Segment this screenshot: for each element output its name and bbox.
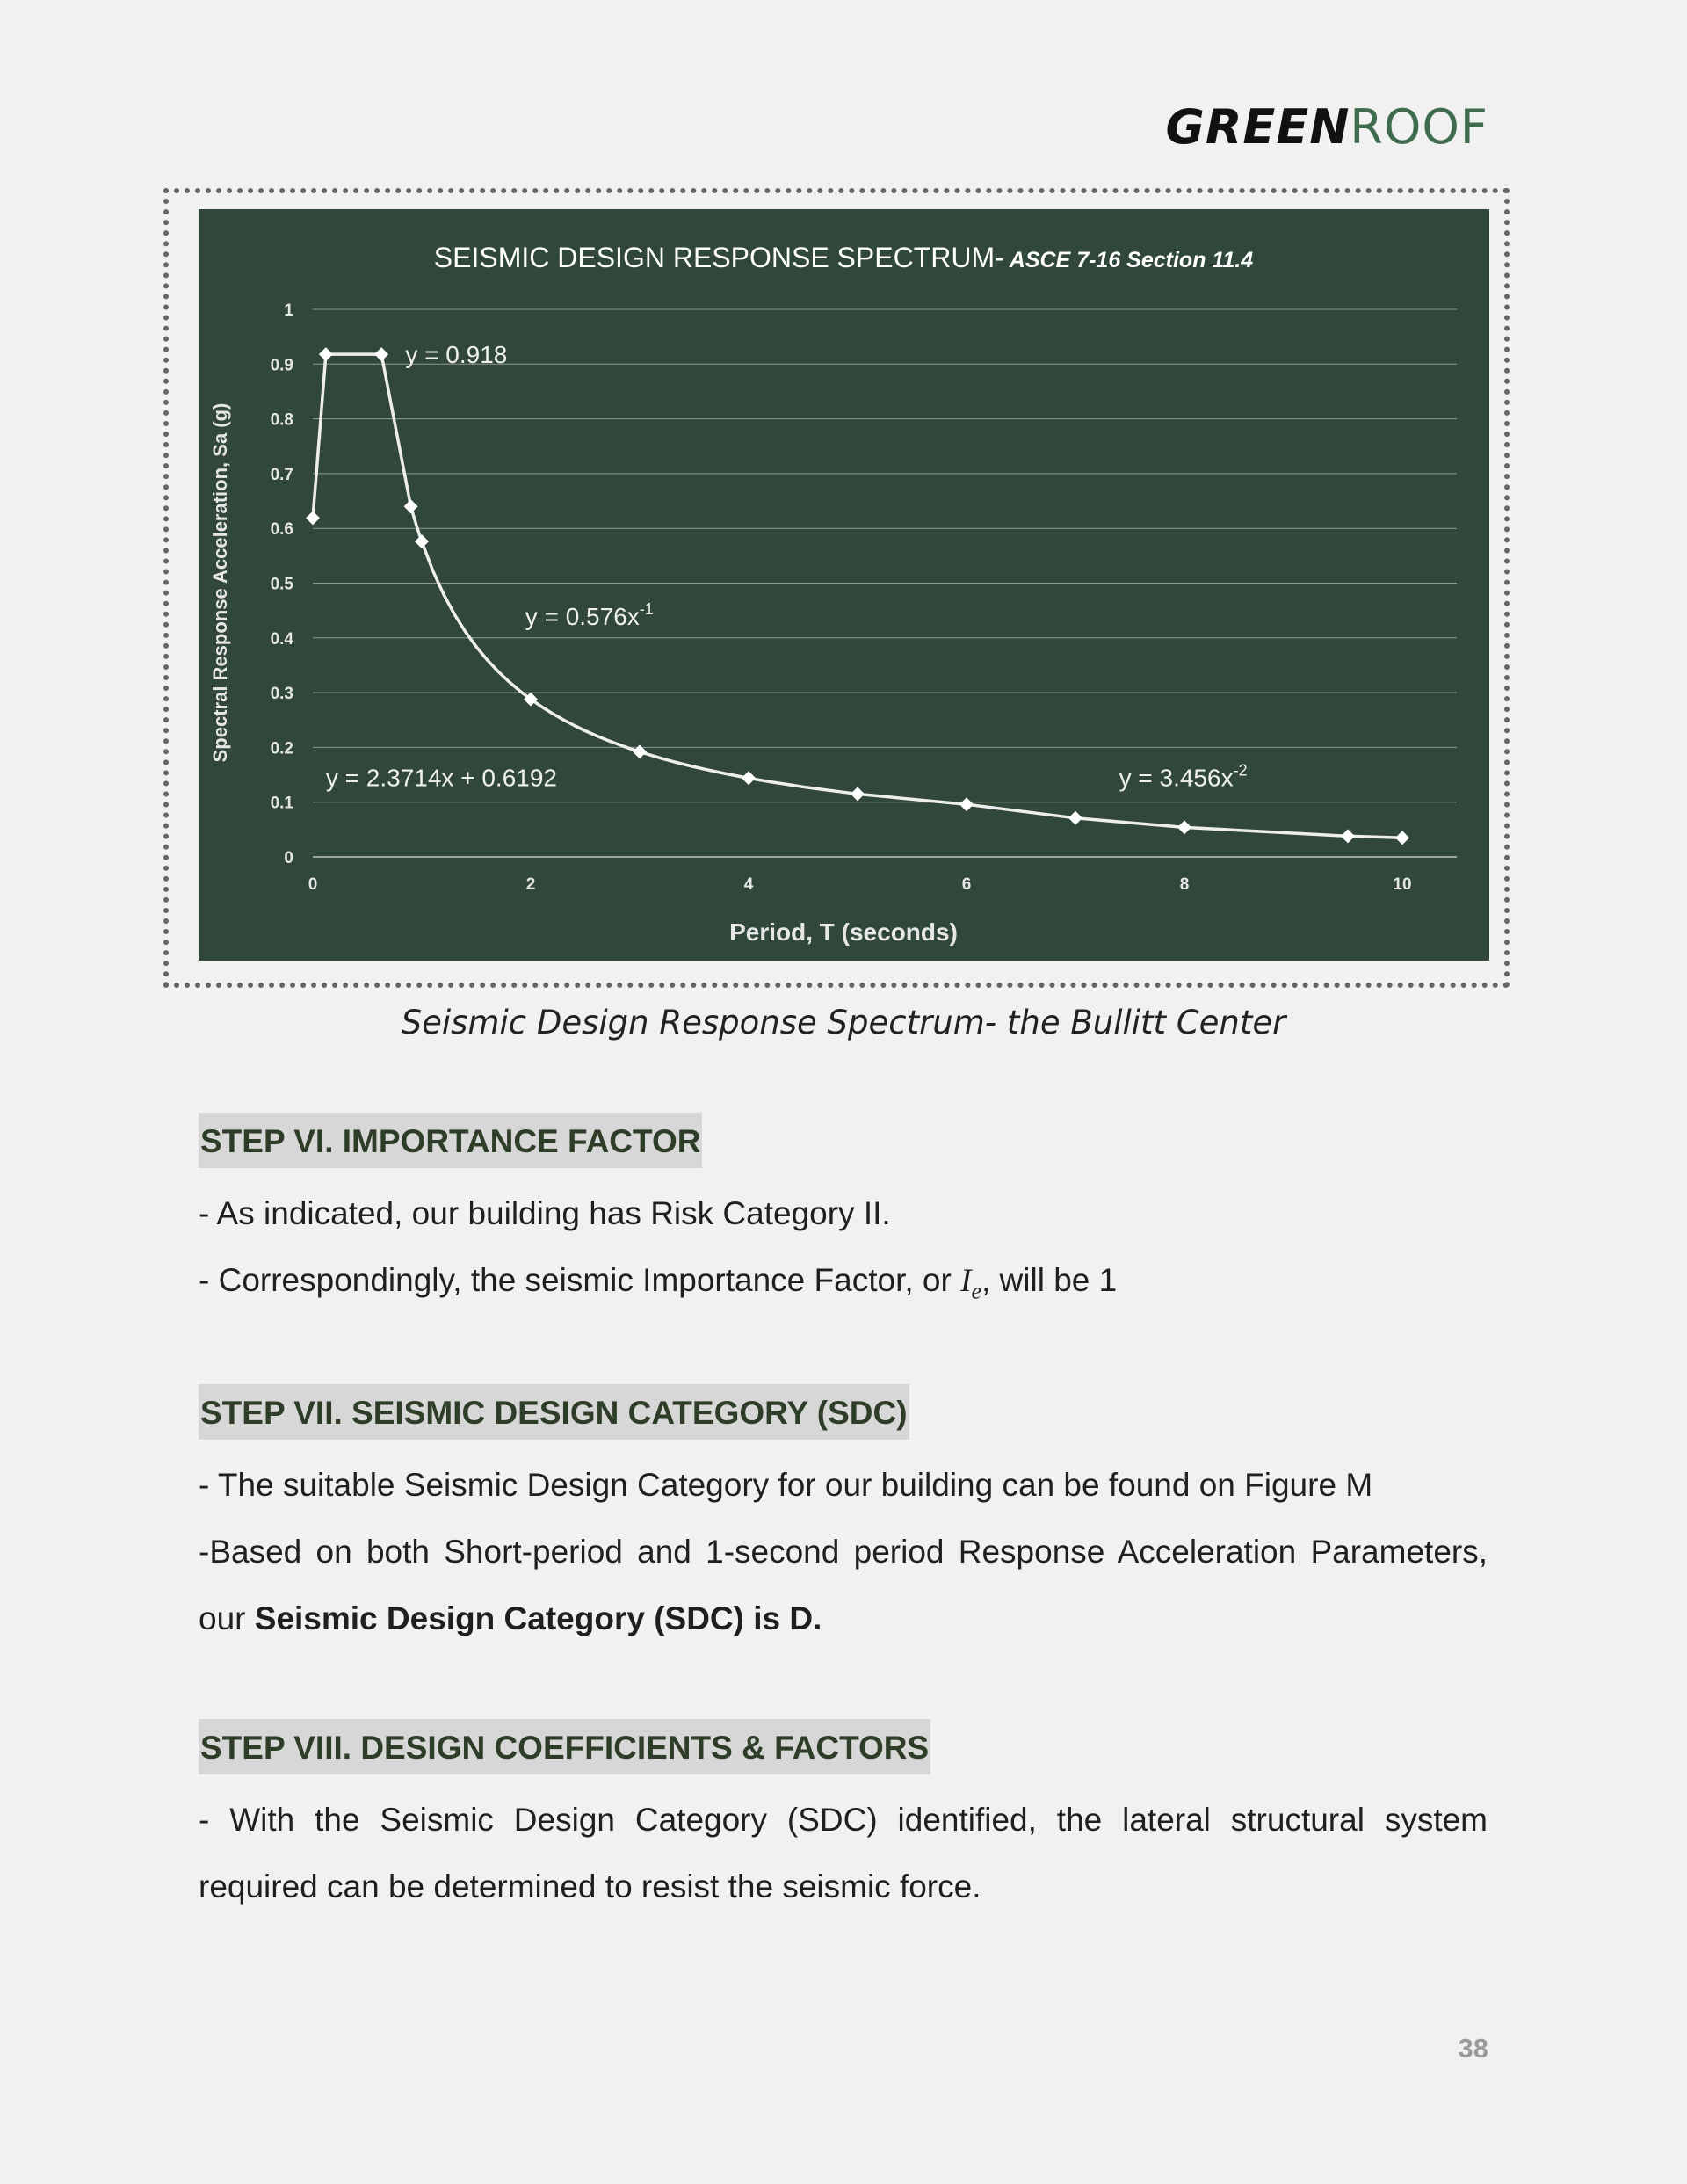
y-tick-label: 1 (284, 301, 293, 320)
data-point (1395, 831, 1409, 845)
figure-caption: Seismic Design Response Spectrum- the Bullitt Center (401, 1004, 1286, 1041)
equation-text: y = 2.3714x + 0.6192 (325, 764, 557, 792)
data-point (404, 499, 418, 513)
data-point (851, 787, 865, 801)
y-tick-label: 0.1 (270, 794, 293, 813)
x-tick-label: 0 (308, 875, 318, 894)
step7-line2-pre: -Based on both Short-period and 1-second period Response Acceleration Parameters, our (199, 1534, 1488, 1636)
equation-exponent: -2 (1233, 761, 1248, 780)
y-tick-label: 0.9 (270, 356, 293, 375)
brand-logo (1165, 99, 1488, 155)
step6-line2 (199, 1247, 1488, 1324)
page-number: 38 (1458, 2033, 1488, 2064)
step6-heading: STEP VI. IMPORTANCE FACTOR (199, 1113, 702, 1168)
equation-text: y = 0.918 (405, 341, 508, 369)
data-point (319, 347, 333, 361)
y-tick-label: 0.8 (270, 410, 293, 430)
y-tick-label: 0.7 (270, 465, 293, 484)
data-point (1177, 820, 1191, 834)
step8-heading: STEP VIII. DESIGN COEFFICIENTS & FACTORS (199, 1719, 930, 1774)
x-tick-label: 6 (961, 875, 972, 894)
step8-body (199, 1787, 1488, 1920)
equation-text: y = 3.456x (1119, 764, 1234, 792)
ie-subscript: e (971, 1278, 981, 1304)
chart-title-suffix: ASCE 7-16 Section 11.4 (1003, 248, 1254, 272)
data-point (1341, 829, 1355, 843)
equation-annotation (525, 600, 654, 630)
data-point (742, 771, 756, 785)
brand-logo-part2: ROOF (1350, 99, 1488, 155)
equation-exponent: -1 (639, 599, 654, 618)
x-tick-label: 2 (525, 875, 536, 894)
y-tick-label: 0 (284, 849, 293, 867)
data-point (306, 511, 320, 525)
step6-line1: - As indicated, our building has Risk Category II. (199, 1195, 891, 1231)
ie-symbol: I (960, 1263, 972, 1299)
equation-annotation (1119, 762, 1248, 792)
equation-annotation (326, 765, 557, 792)
step6-body (199, 1180, 1488, 1324)
response-spectrum-chart (199, 209, 1489, 961)
y-tick-label: 0.4 (270, 629, 293, 649)
x-tick-label: 8 (1179, 875, 1190, 894)
data-point (633, 744, 647, 758)
y-tick-label: 0.3 (270, 685, 293, 704)
x-tick-label: 4 (743, 875, 754, 894)
chart-svg (199, 209, 1489, 961)
step8-line1: - With the Seismic Design Category (SDC) identified, the lateral structural system required can be determined to resist the seismic force. (199, 1802, 1488, 1905)
y-tick-label: 0.6 (270, 520, 293, 540)
data-point (1068, 811, 1082, 825)
step7-heading: STEP VII. SEISMIC DESIGN CATEGORY (SDC) (199, 1384, 909, 1440)
chart-title-main: SEISMIC DESIGN RESPONSE SPECTRUM- (433, 242, 1004, 273)
sdc-result: Seismic Design Category (SDC) is D. (254, 1600, 822, 1636)
step6-line2-post: , will be 1 (981, 1262, 1118, 1298)
x-tick-label: 10 (1393, 875, 1412, 894)
x-axis-label: Period, T (seconds) (729, 918, 958, 946)
importance-factor-symbol (960, 1263, 981, 1304)
chart-title (434, 242, 1254, 273)
equation-annotation (405, 341, 507, 368)
step6-line2-pre: - Correspondingly, the seismic Importance Factor, or (199, 1262, 961, 1298)
equation-text: y = 0.576x (525, 602, 640, 630)
brand-logo-part1: GREEN (1165, 99, 1350, 155)
data-point (374, 347, 388, 361)
y-tick-label: 0.2 (270, 739, 293, 758)
data-point (415, 534, 429, 548)
step7-line2 (199, 1519, 1488, 1652)
y-axis-label: Spectral Response Acceleration, Sa (g) (209, 403, 231, 763)
step7-line1: - The suitable Seismic Design Category for our building can be found on Figure M (199, 1467, 1373, 1503)
y-tick-label: 0.5 (270, 575, 293, 594)
step7-body (199, 1452, 1488, 1652)
data-point (959, 797, 974, 811)
